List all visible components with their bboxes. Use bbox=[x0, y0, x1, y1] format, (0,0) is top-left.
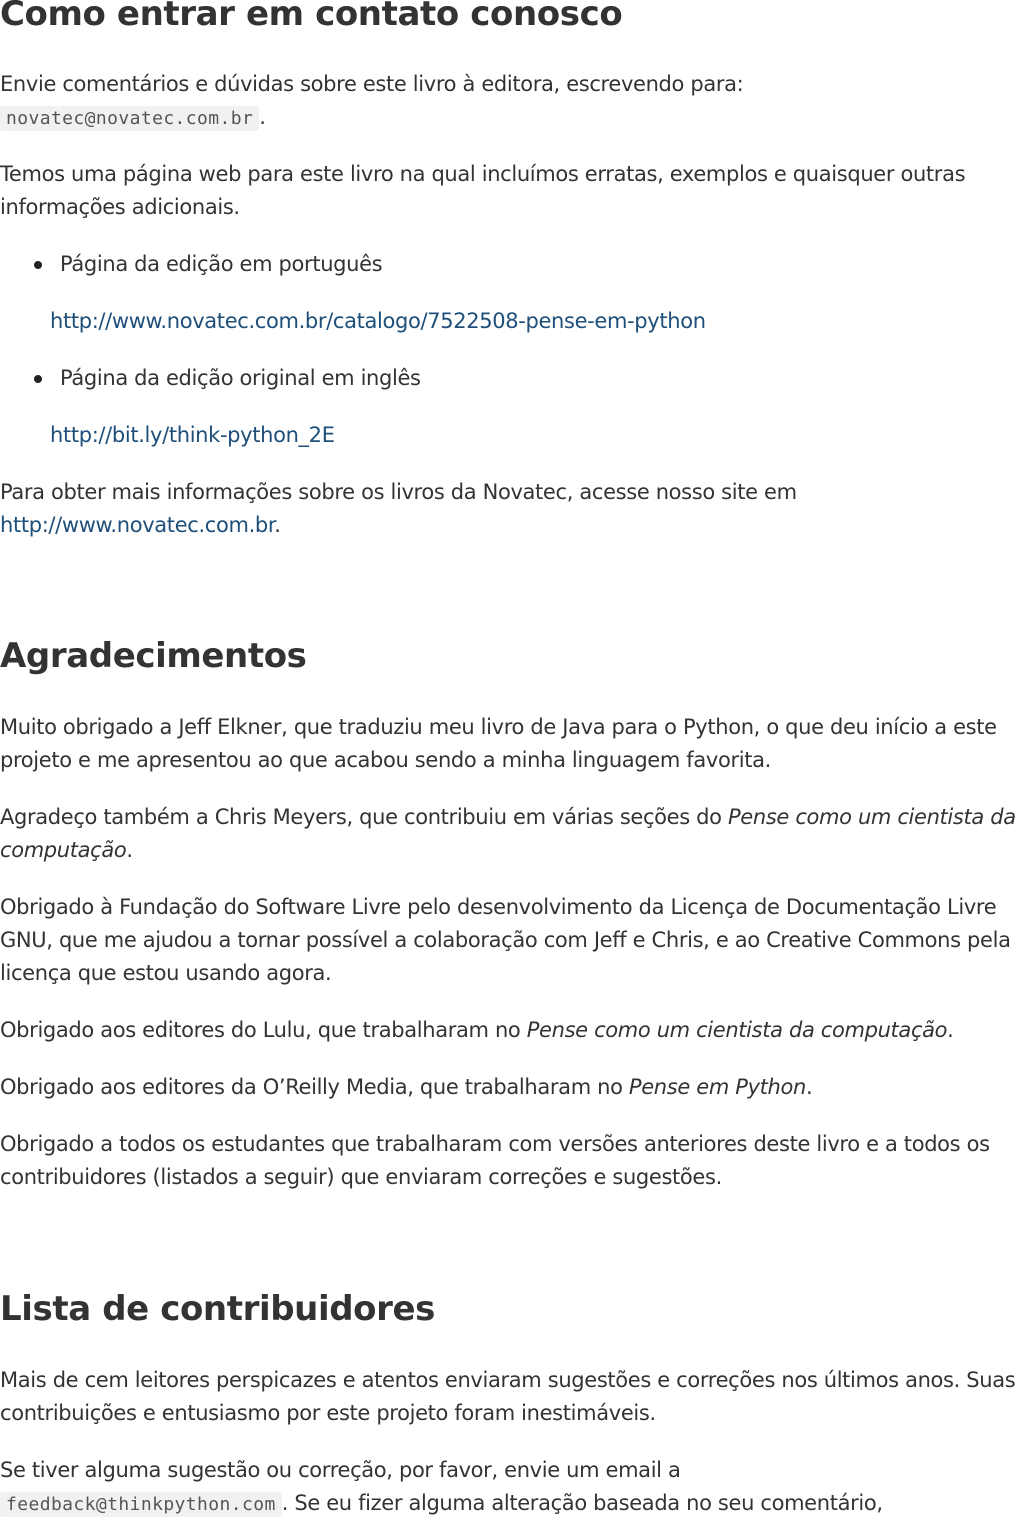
contact-heading: Como entrar em contato conosco bbox=[0, 0, 623, 34]
thanks-p5-text: Obrigado aos editores da O’Reilly Media, que trabalharam no bbox=[0, 1075, 623, 1099]
thanks-paragraph-5: Obrigado aos editores da O’Reilly Media, que trabalharam no Pense em Python. bbox=[0, 1075, 813, 1099]
contact-paragraph-2: Temos uma página web para este livro na qual incluímos erratas, exemplos e quaisquer outras informações adicionais. bbox=[0, 162, 966, 219]
book-title-italic: Pense como um cientista da computação bbox=[526, 1018, 948, 1042]
thanks-heading: Agradecimentos bbox=[0, 636, 307, 676]
book-title-italic: Pense como um cientista da computação bbox=[0, 805, 1016, 862]
list-item-english-label: Página da edição original em inglês bbox=[60, 366, 421, 390]
contributors-p2-rest: Se eu fizer alguma alteração baseada no seu comentário, bbox=[294, 1491, 883, 1515]
contributors-heading: Lista de contribuidores bbox=[0, 1289, 435, 1329]
publisher-email[interactable]: novatec@novatec.com.br bbox=[0, 106, 259, 131]
thanks-paragraph-6: Obrigado a todos os estudantes que trabalharam com versões anteriores deste livro e a todos os contribuidores (listados a seguir) que enviaram correções e sugestões. bbox=[0, 1132, 990, 1189]
contributors-p2-text: Se tiver alguma sugestão ou correção, por favor, envie um email a bbox=[0, 1458, 681, 1482]
link-portuguese-edition[interactable]: http://www.novatec.com.br/catalogo/7522508-pense-em-python bbox=[50, 309, 706, 333]
bullet-icon bbox=[34, 261, 42, 269]
contributors-paragraph-2: Se tiver alguma sugestão ou correção, por favor, envie um email a feedback@thinkpython.com . Se eu fizer alguma alteração baseada no seu comentário, bbox=[0, 1458, 883, 1515]
thanks-p4-text: Obrigado aos editores do Lulu, que trabalharam no bbox=[0, 1018, 521, 1042]
thanks-paragraph-3: Obrigado à Fundação do Software Livre pelo desenvolvimento da Licença de Documentação Livre GNU, que me ajudou a tornar possível a colaboração com Jeff e Chris, e ao Creative Commons pela licença que estou usando agora. bbox=[0, 895, 1011, 985]
bullet-icon bbox=[34, 375, 42, 383]
thanks-paragraph-1: Muito obrigado a Jeff Elkner, que traduziu meu livro de Java para o Python, o que deu início a este projeto e me apresentou ao que acabou sendo a minha linguagem favorita. bbox=[0, 715, 997, 772]
contact-paragraph-1: Envie comentários e dúvidas sobre este livro à editora, escrevendo para: novatec@novatec.com.br . bbox=[0, 72, 744, 129]
thanks-p2-text: Agradeço também a Chris Meyers, que contribuiu em várias seções do bbox=[0, 805, 722, 829]
feedback-email[interactable]: feedback@thinkpython.com bbox=[0, 1492, 282, 1517]
contact-paragraph-3: Para obter mais informações sobre os livros da Novatec, acesse nosso site em http://www.novatec.com.br. bbox=[0, 480, 797, 537]
thanks-paragraph-4: Obrigado aos editores do Lulu, que trabalharam no Pense como um cientista da computação. bbox=[0, 1018, 954, 1042]
book-title-italic: Pense em Python bbox=[628, 1075, 806, 1099]
link-novatec-site[interactable]: http://www.novatec.com.br bbox=[0, 513, 275, 537]
site-intro-text: Para obter mais informações sobre os livros da Novatec, acesse nosso site em bbox=[0, 480, 797, 504]
contact-intro-text: Envie comentários e dúvidas sobre este livro à editora, escrevendo para: bbox=[0, 72, 744, 96]
thanks-paragraph-2: Agradeço também a Chris Meyers, que contribuiu em várias seções do Pense como um cientista da computação. bbox=[0, 805, 1016, 862]
contributors-paragraph-1: Mais de cem leitores perspicazes e atentos enviaram sugestões e correções nos últimos anos. Suas contribuições e entusiasmo por este projeto foram inestimáveis. bbox=[0, 1368, 1016, 1425]
list-item-portuguese-label: Página da edição em português bbox=[60, 252, 383, 276]
link-english-edition[interactable]: http://bit.ly/think-python_2E bbox=[50, 423, 335, 447]
